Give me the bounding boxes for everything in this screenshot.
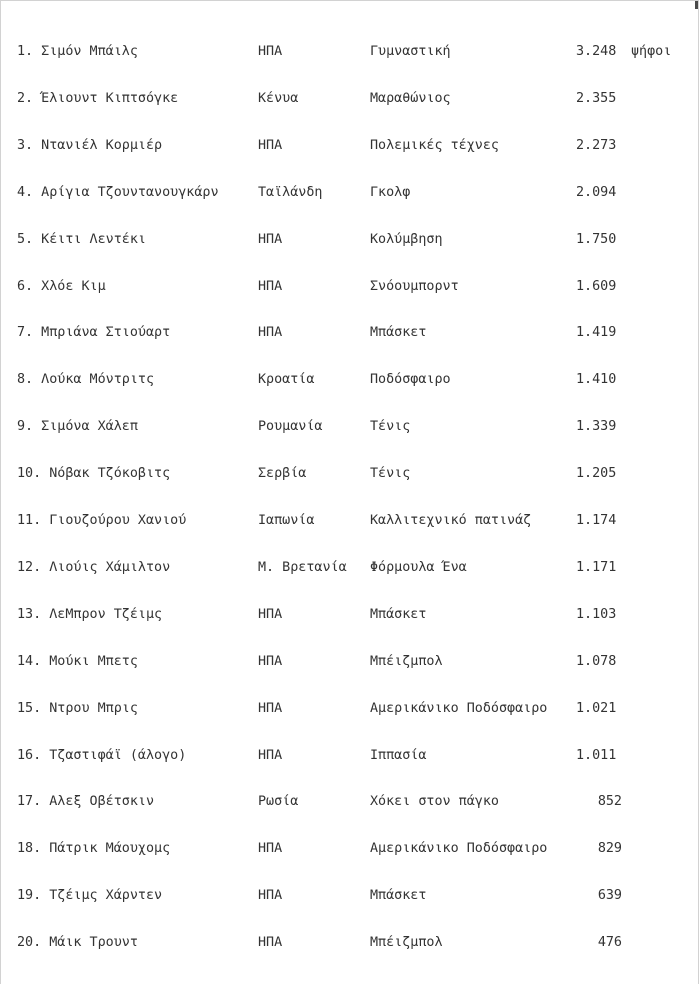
vote-count: 1.410 [576,372,617,388]
athlete-name: 3. Ντανιέλ Κορμιέρ [17,137,163,153]
athlete-name: 2. Έλιουντ Κιπτσόγκε [17,90,179,106]
vote-count: 1.078 [576,653,617,669]
athlete-country: Κροατία [258,372,315,388]
athlete-country: ΗΠΑ [258,137,283,153]
ranking-row [1,323,700,343]
vote-count: 3.248 [576,44,617,59]
vote-count: 1.171 [576,559,617,575]
ranking-row [1,89,700,109]
athlete-sport: Μπέιζμπολ [370,935,443,951]
athlete-country: ΗΠΑ [258,747,283,763]
athlete-sport: Ποδόσφαιρο [370,372,451,388]
athlete-country: ΗΠΑ [258,278,283,294]
ranking-row [1,370,700,390]
athlete-sport: Καλλιτεχνικό πατινάζ [370,513,532,528]
athlete-sport: Χόκει στον πάγκο [370,794,499,810]
athlete-sport: Σνόουμπορντ [370,278,459,294]
athlete-name: 13. ΛεΜπρον Τζέιμς [17,606,163,622]
athlete-sport: Γυμναστική [370,44,451,59]
athlete-sport: Μπάσκετ [370,325,427,341]
athlete-country: Κένυα [258,90,299,106]
athlete-name: 6. Χλόε Κιμ [17,278,106,294]
athlete-country: ΗΠΑ [258,841,283,857]
athlete-sport: Μπάσκετ [370,888,427,904]
votes-unit-label: ψήφοι [631,44,672,59]
vote-count: 1.174 [576,513,617,528]
ranking-row [1,792,700,812]
vote-count: 1.205 [576,466,617,482]
vote-count: 476 [597,935,622,951]
ranking-row [1,605,700,625]
athlete-sport: Κολύμβηση [370,231,443,247]
vote-count: 1.021 [576,700,617,716]
vote-count: 1.750 [576,231,617,247]
vote-count: 1.103 [576,606,617,622]
ranking-row [1,464,700,484]
ranking-row [1,230,700,250]
vote-count: 2.094 [576,184,617,200]
athlete-sport: Φόρμουλα Ένα [370,559,467,575]
athlete-name: 9. Σιμόνα Χάλεπ [17,419,138,435]
athlete-name: 18. Πάτρικ Μάουχομς [17,841,171,857]
ranking-row [1,699,700,719]
vote-count: 1.011 [576,747,617,763]
athlete-name: 14. Μούκι Μπετς [17,653,138,669]
athlete-name: 4. Αρίγια Τζουντανουγκάρν [17,184,219,200]
athlete-sport: Πολεμικές τέχνες [370,137,499,153]
ranking-row [1,652,700,672]
athlete-country: ΗΠΑ [258,231,283,247]
scrollbar-corner [695,1,698,9]
athlete-name: 17. Αλεξ Οβέτσκιν [17,794,155,810]
athlete-country: Σερβία [258,466,307,482]
athlete-country: Μ. Βρετανία [258,559,347,575]
athlete-name: 20. Μάικ Τρουντ [17,935,138,951]
ranking-row [1,746,700,766]
athlete-sport: Μπέιζμπολ [370,653,443,669]
vote-count: 852 [597,794,622,810]
athlete-name: 10. Νόβακ Τζόκοβιτς [17,466,171,482]
vote-count: 1.339 [576,419,617,435]
vote-count: 2.273 [576,137,617,153]
ranking-row [1,558,700,578]
athlete-sport: Τένις [370,419,411,435]
athlete-sport: Αμερικάνικο Ποδόσφαιρο [370,841,548,857]
vote-count: 639 [597,888,622,904]
athlete-sport: Ιππασία [370,747,427,763]
athlete-sport: Μαραθώνιος [370,90,451,106]
athlete-name: 16. Τζαστιφάϊ (άλογο) [17,747,187,763]
athlete-sport: Μπάσκετ [370,606,427,622]
athlete-country: ΗΠΑ [258,888,283,904]
athlete-country: ΗΠΑ [258,653,283,669]
athlete-country: Ρουμανία [258,419,323,435]
athlete-name: 11. Γιουζούρου Χανιού [17,513,187,528]
vote-count: 2.355 [576,90,617,106]
athlete-country: ΗΠΑ [258,325,283,341]
athlete-country: Ρωσία [258,794,299,810]
athlete-sport: Τένις [370,466,411,482]
ranking-row [1,933,700,953]
vote-count: 1.609 [576,278,617,294]
ranking-row [1,511,700,531]
athlete-name: 1. Σιμόν Μπάιλς [17,44,138,59]
athlete-name: 7. Μπριάνα Στιούαρτ [17,325,171,341]
athlete-name: 12. Λιούις Χάμιλτον [17,559,171,575]
athlete-name: 8. Λούκα Μόντριτς [17,372,155,388]
athlete-country: ΗΠΑ [258,700,283,716]
ranking-row [1,839,700,859]
athlete-country: ΗΠΑ [258,44,283,59]
ranking-row [1,183,700,203]
athlete-sport: Αμερικάνικο Ποδόσφαιρο [370,700,548,716]
ranking-row [1,886,700,906]
athlete-country: Ταϊλάνδη [258,184,323,200]
athlete-name: 19. Τζέιμς Χάρντεν [17,888,163,904]
athlete-country: ΗΠΑ [258,606,283,622]
vote-count: 829 [597,841,622,857]
ranking-row [1,417,700,437]
ranking-row [1,42,700,62]
athlete-name: 5. Κέιτι Λεντέκι [17,231,146,247]
vote-count: 1.419 [576,325,617,341]
athlete-country: ΗΠΑ [258,935,283,951]
ranking-row [1,277,700,297]
athlete-name: 15. Ντρου Μπρις [17,700,138,716]
athlete-country: Ιαπωνία [258,513,315,528]
athlete-sport: Γκολφ [370,184,411,200]
ranking-row [1,136,700,156]
